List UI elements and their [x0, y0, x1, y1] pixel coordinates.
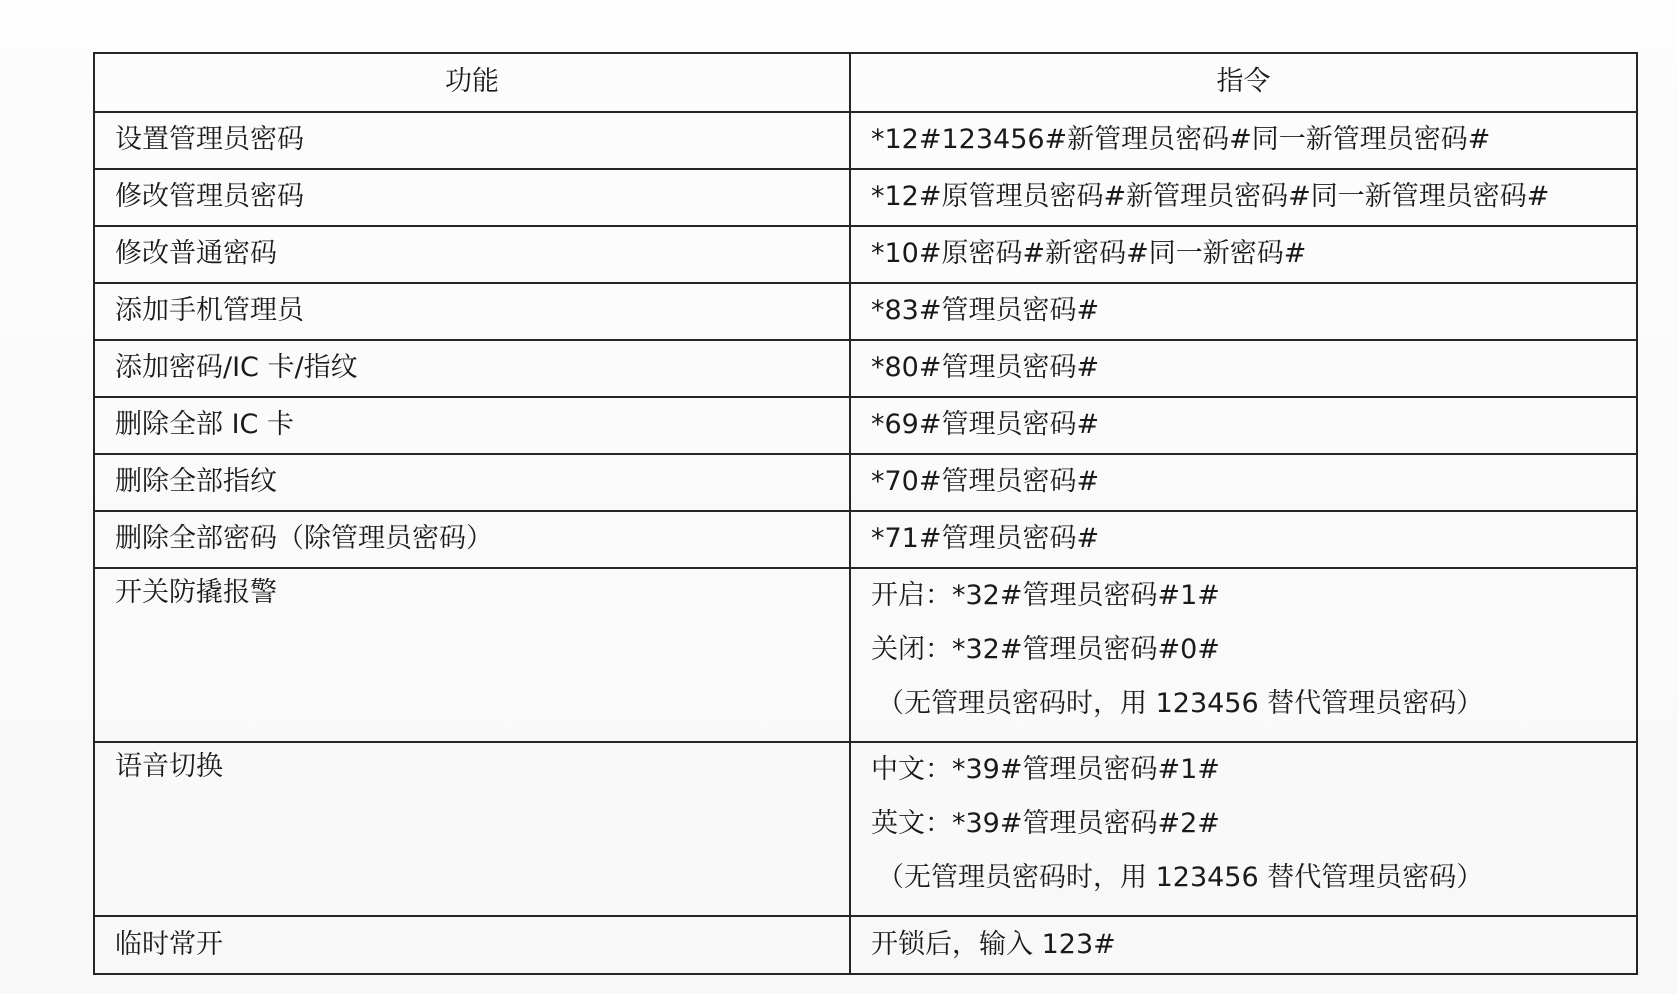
- function-cell: 添加手机管理员: [94, 283, 850, 340]
- command-cell: *10#原密码#新密码#同一新密码#: [850, 226, 1637, 283]
- command-cell: *12#123456#新管理员密码#同一新管理员密码#: [850, 112, 1637, 169]
- command-cell: [850, 568, 1637, 742]
- table-row: [94, 916, 1637, 974]
- command-line: 中文：*39#管理员密码#1#: [871, 754, 1220, 785]
- command-note: （无管理员密码时，用 123456 替代管理员密码）: [877, 862, 1484, 893]
- command-cell: [850, 742, 1637, 916]
- command-cell: *69#管理员密码#: [850, 397, 1637, 454]
- command-cell: 开锁后，输入 123#: [850, 916, 1637, 974]
- table-row: [94, 568, 1637, 742]
- table-row: [94, 511, 1637, 568]
- header-function: 功能: [94, 53, 850, 112]
- function-cell: 临时常开: [94, 916, 850, 974]
- table-row: [94, 226, 1637, 283]
- function-cell: 添加密码/IC 卡/指纹: [94, 340, 850, 397]
- command-cell: *80#管理员密码#: [850, 340, 1637, 397]
- command-cell: *12#原管理员密码#新管理员密码#同一新管理员密码#: [850, 169, 1637, 226]
- command-table: [93, 52, 1638, 975]
- table-row: [94, 454, 1637, 511]
- function-cell: 修改普通密码: [94, 226, 850, 283]
- command-note: （无管理员密码时，用 123456 替代管理员密码）: [877, 688, 1484, 719]
- table-row: [94, 340, 1637, 397]
- function-cell: 删除全部密码（除管理员密码）: [94, 511, 850, 568]
- table-row: [94, 397, 1637, 454]
- command-cell: *71#管理员密码#: [850, 511, 1637, 568]
- command-cell: *83#管理员密码#: [850, 283, 1637, 340]
- function-cell: 设置管理员密码: [94, 112, 850, 169]
- table-row: [94, 112, 1637, 169]
- function-cell: 修改管理员密码: [94, 169, 850, 226]
- command-cell: *70#管理员密码#: [850, 454, 1637, 511]
- table-row: [94, 169, 1637, 226]
- command-line: 关闭：*32#管理员密码#0#: [871, 634, 1220, 665]
- function-cell: 删除全部指纹: [94, 454, 850, 511]
- table-row: [94, 283, 1637, 340]
- table-header-row: [94, 53, 1637, 112]
- command-line: 英文：*39#管理员密码#2#: [871, 808, 1220, 839]
- function-cell: 开关防撬报警: [94, 568, 850, 742]
- table-row: [94, 742, 1637, 916]
- header-command: 指令: [850, 53, 1637, 112]
- command-line: 开启：*32#管理员密码#1#: [871, 580, 1220, 611]
- function-cell: 语音切换: [94, 742, 850, 916]
- function-cell: 删除全部 IC 卡: [94, 397, 850, 454]
